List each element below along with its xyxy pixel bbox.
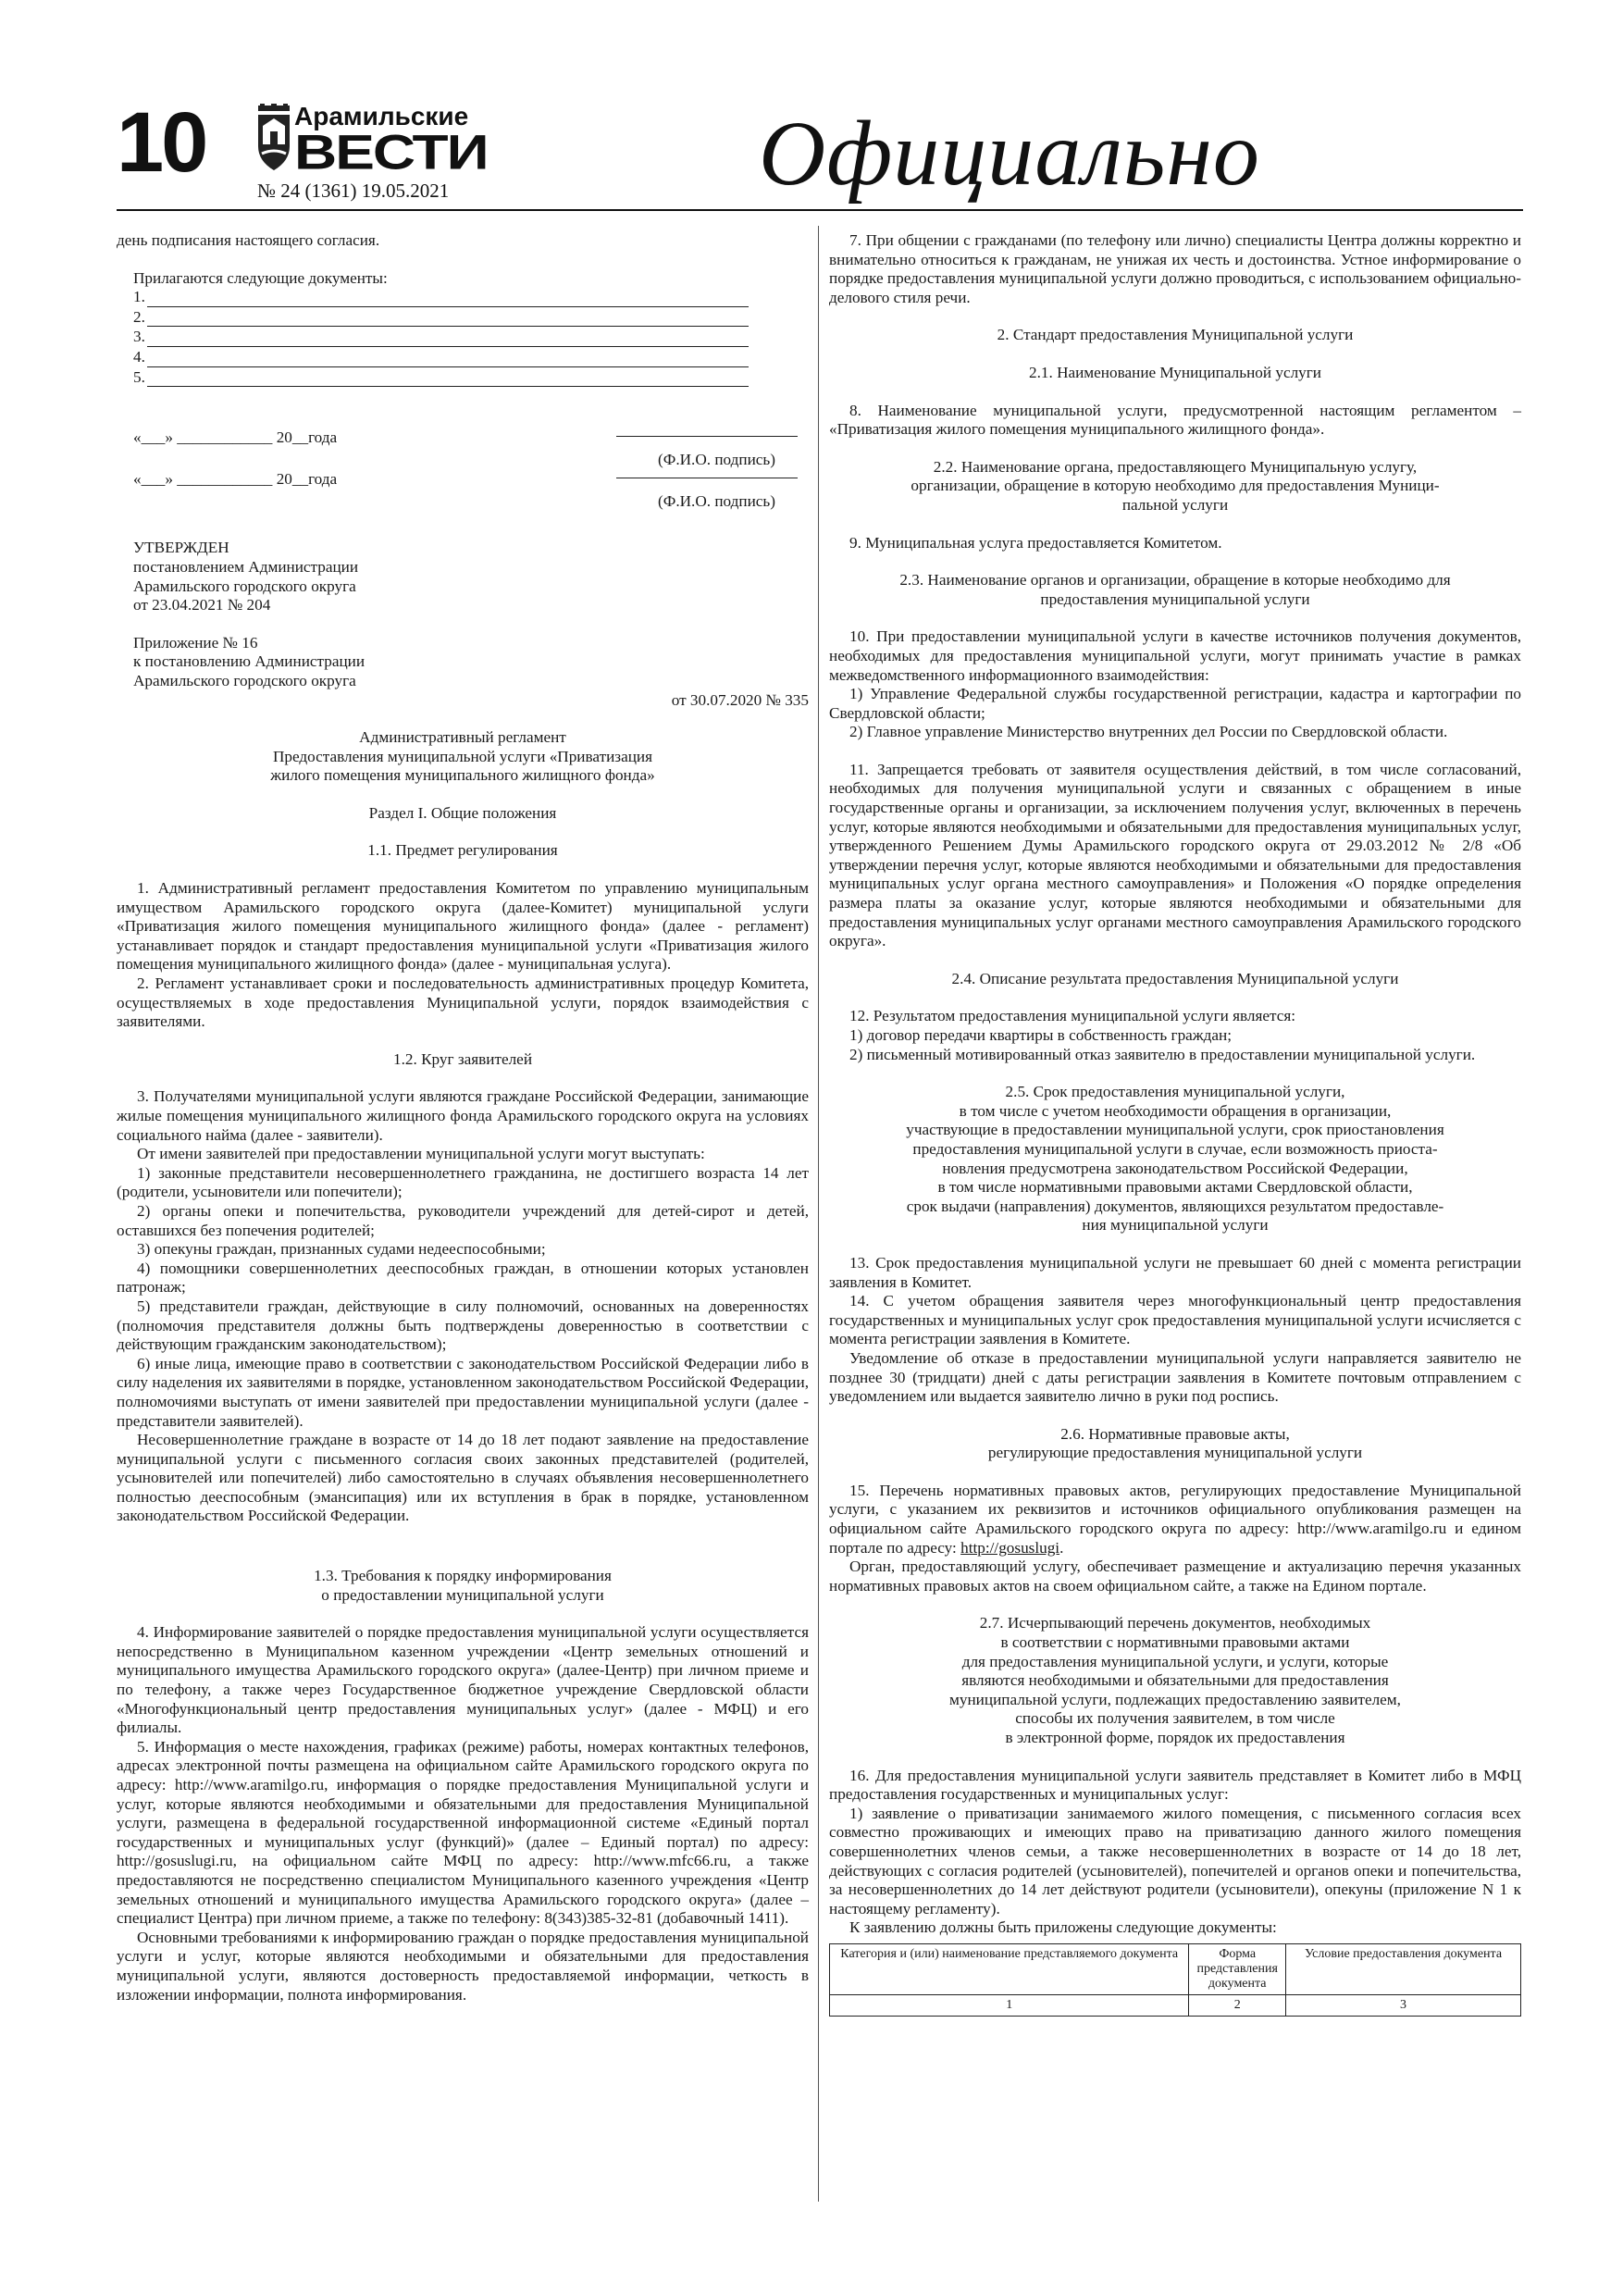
heading-1-1: 1.1. Предмет регулирования <box>367 841 558 860</box>
documents-table <box>829 1943 1521 2017</box>
heading-2-5-line-2: в том числе с учетом необходимости обращения в организации, <box>959 1101 1392 1120</box>
appendix-line-1: Приложение № 16 <box>133 633 258 652</box>
section-title: Официально <box>759 102 1260 205</box>
heading-2-5-line-3: участвующие в предоставлении муниципальной услуги, срок приостановления <box>906 1121 1444 1139</box>
paragraph-9: 9. Муниципальная услуга предоставляется Комитетом. <box>849 533 1222 552</box>
heading-2-3-line-1: 2.3. Наименование органов и организации, обращение в которые необходимо для <box>899 571 1451 590</box>
appendix-date: от 30.07.2020 № 335 <box>671 690 809 709</box>
signature-caption-1: (Ф.И.О. подпись) <box>658 451 775 469</box>
appendix-line-3: Арамильского городского округа <box>133 671 356 689</box>
issue-number: № 24 (1361) 19.05.2021 <box>257 180 450 202</box>
date-field-2[interactable]: «___» ____________ 20__года <box>133 469 338 488</box>
paragraph-16-1: 1) заявление о приватизации занимаемого жилого помещения, с письменного согласия всех совместно проживающих и имеющих право на приватизацию данного жилого помещения совершеннолетних членов семьи, а также несовершеннолетних в возрасте от 14 до 18 лет, действующих с согласия родителей (усыновителей), попечителей и органов опеки и попечительства, за несовершеннолетних до 14 лет действуют родители (усыновители), опекуны (приложение N 1 к настоящему регламенту). <box>829 1804 1521 1917</box>
section-1-heading: Раздел I. Общие положения <box>368 803 557 822</box>
logo-main-text: ВЕСТИ <box>294 124 488 180</box>
paragraph-13: 13. Срок предоставления муниципальной услуги не превышает 60 дней с момента регистрации заявления в Комитет. <box>829 1253 1521 1291</box>
paragraph-12-2: 2) письменный мотивированный отказ заявителю в предоставлении муниципальной услуги. <box>849 1045 1476 1063</box>
heading-2-6-line-1: 2.6. Нормативные правовые акты, <box>1060 1424 1290 1443</box>
paragraph-2: 2. Регламент устанавливает сроки и последовательность административных процедур Комитета, осуществляемых в ходе предоставления Муниципальной услуги, порядок взаимодействия с заявителями. <box>117 974 809 1031</box>
heading-2-7-line-4: являются необходимыми и обязательными для предоставления <box>961 1671 1389 1690</box>
heading-2-7-line-3: для предоставления муниципальной услуги, и услуги, которые <box>961 1652 1389 1670</box>
signature-row-1 <box>133 428 809 451</box>
right-column <box>829 231 1521 2017</box>
page-number: 10 <box>117 95 206 190</box>
attached-line-2[interactable]: 2. <box>133 308 809 328</box>
heading-2-7-line-1: 2.7. Исчерпывающий перечень документов, необходимых <box>979 1614 1371 1632</box>
consent-end: день подписания настоящего согласия. <box>117 231 380 249</box>
attached-line-5[interactable]: 5. <box>133 368 809 388</box>
paragraph-10: 10. При предоставлении муниципальной услуги в качестве источников получения документов, необходимых для предоставления муниципальной услуги, могут принимать участие в рамках межведомственного информационного взаимодействия: <box>829 627 1521 684</box>
attached-line-4[interactable]: 4. <box>133 348 809 367</box>
table-header-row <box>830 1943 1521 1994</box>
heading-2-5-line-7: срок выдачи (направления) документов, являющихся результатом предоставле- <box>906 1197 1444 1215</box>
paragraph-3-6: 6) иные лица, имеющие право в соответствии с законодательством Российской Федерации либо в силу наделения их заявителями в порядке, установленном законодательством Российской Федерации, полномочиями выступать от имени заявителей при предоставлении муниципальной услуги (далее - представители заявителей). <box>117 1354 809 1430</box>
heading-1-3-line-1: 1.3. Требования к порядку информирования <box>314 1567 612 1585</box>
heading-2-2-line-2: организации, обращение в которую необходимо для предоставления Муници- <box>911 477 1440 495</box>
gosuslugi-link[interactable]: http://gosuslugi <box>960 1538 1060 1557</box>
masthead <box>0 0 1623 222</box>
logo-top-text: Арамильские <box>294 102 469 130</box>
paragraph-14a: Уведомление об отказе в предоставлении муниципальной услуги направляется заявителю не позднее 30 (тридцати) дней с даты регистрации заявления в Комитете почтовым отправлением с уведомлением или выдается заявителю лично в руки под роспись. <box>829 1348 1521 1406</box>
table-header-condition: Условие предоставления документа <box>1286 1943 1521 1994</box>
attached-title: Прилагаются следующие документы: <box>133 268 388 287</box>
left-column <box>117 231 809 2004</box>
paragraph-3-3: 3) опекуны граждан, признанных судами недееспособными; <box>137 1240 546 1259</box>
heading-2: 2. Стандарт предоставления Муниципальной услуги <box>997 326 1354 344</box>
heading-2-2-line-1: 2.2. Наименование органа, предоставляющего Муниципальную услугу, <box>933 457 1418 476</box>
heading-2-6-line-2: регулирующие предоставления муниципальной услуги <box>987 1444 1363 1462</box>
attached-line-1[interactable]: 1. <box>133 288 809 307</box>
heading-2-7-line-5: муниципальной услуги, подлежащих предоставлению заявителем, <box>949 1690 1401 1708</box>
paragraph-16a: К заявлению должны быть приложены следующие документы: <box>849 1918 1277 1937</box>
approved-line-1: УТВЕРЖДЕН <box>133 539 229 557</box>
signature-line-1[interactable] <box>616 436 798 437</box>
paragraph-6: Основными требованиями к информированию граждан о порядке предоставления муниципальной услуги и услуг, которые являются необходимыми и обязательными для предоставления муниципальной услуги, являются достоверность предоставляемой информации, четкость в изложении информации, полнота информирования. <box>117 1928 809 2004</box>
heading-2-2-line-3: пальной услуги <box>1121 495 1229 514</box>
heading-2-3-line-2: предоставления муниципальной услуги <box>1040 590 1310 608</box>
paragraph-1: 1. Административный регламент предоставления Комитетом по управлению муниципальным имуществом Арамильского городского округа (далее-Комитет) муниципальной услуги «Приватизация жилого помещения муниципального жилищного фонда» (далее - регламент) устанавливает порядок и стандарт предоставления муниципальной услуги «Приватизация жилого помещения муниципального жилищного фонда» (далее - муниципальная услуга). <box>117 879 809 974</box>
paragraph-15a: Орган, предоставляющий услугу, обеспечивает размещение и актуализацию перечня указанных нормативных правовых актов на своем официальном сайте, а также на Едином портале. <box>829 1558 1521 1595</box>
paragraph-11: 11. Запрещается требовать от заявителя осуществления действий, в том числе согласований, необходимых для получения муниципальной услуги и связанных с обращением в иные государственные органы и организации, за исключением получения услуг, включенных в перечень услуг, которые являются необходимыми и обязательными для предоставления муниципальных услуг, утвержденного Решением Думы Арамильского городского округа от 29.03.2012 № 2/8 «Об утверждении перечня услуг, которые являются необходимыми и обязательными для предоставления муниципальных услуг органа местного самоуправления» и Положения «О порядке определения размера платы за оказание услуг, которые являются необходимыми и обязательными для предоставления муниципальных услуг органами местного самоуправления Арамильского городского округа». <box>829 760 1521 950</box>
attached-line-3[interactable]: 3. <box>133 328 809 347</box>
paragraph-3-2: 2) органы опеки и попечительства, руководители учреждений для детей-сирот и детей, оставшихся без попечения родителей; <box>117 1201 809 1239</box>
approved-line-2: постановлением Администрации <box>133 557 359 576</box>
paragraph-3a: От имени заявителей при предоставлении муниципальной услуги могут выступать: <box>137 1145 705 1163</box>
approved-line-3: Арамильского городского округа <box>133 577 356 595</box>
paragraph-5: 5. Информация о месте нахождения, графиках (режиме) работы, номерах контактных телефонов, адресах электронной почты размещена на официальном сайте Арамильского городского округа по адресу: http://www.aramilgo.ru, информация о порядке предоставления Муниципальной услуги и услуг, которые являются необходимыми и обязательными для предоставления Муниципальной услуги, размещена в федеральной государственной информационной системе «Единый портал государственных и муниципальных услуг (функций)» (далее – Единый портал) по адресу: http://gosuslugi.ru, на официальном сайте МФЦ по адресу: http://www.mfc66.ru, а также предоставляются не посредственно специалистом Муниципального казенного учреждения «Центр земельных отношений и муниципального имущества Арамильского городского округа» (далее – специалист Центра) при личном приеме, а также по телефону: 8(343)385-32-81 (добавочный 1411). <box>117 1737 809 1928</box>
heading-1-2: 1.2. Круг заявителей <box>392 1049 533 1068</box>
paragraph-10-1: 1) Управление Федеральной службы государственной регистрации, кадастра и картографии по Свердловской области; <box>829 685 1521 722</box>
header-rule <box>117 209 1523 211</box>
table-header-category: Категория и (или) наименование представляемого документа <box>830 1943 1189 1994</box>
heading-2-7-line-7: в электронной форме, порядок их предоставления <box>1005 1729 1345 1746</box>
heading-2-7-line-2: в соответствии с нормативными правовыми актами <box>1000 1633 1350 1652</box>
heading-2-1: 2.1. Наименование Муниципальной услуги <box>1028 363 1321 381</box>
table-cell: 3 <box>1286 1994 1521 2016</box>
approved-line-4: от 23.04.2021 № 204 <box>133 596 271 614</box>
paragraph-4: 4. Информирование заявителей о порядке предоставления муниципальной услуги осуществляется непосредственно в Муниципальном казенном учреждении «Центр земельных отношений и муниципального имущества Арамильского городского округа» (далее-Центр) при личном приеме и по телефону, а также через Государственное бюджетное учреждение Свердловской области «Многофункциональный центр предоставления муниципальных услуг» (далее - МФЦ) и его филиалы. <box>117 1623 809 1737</box>
heading-2-7-line-6: способы их получения заявителем, в том числе <box>1015 1709 1335 1728</box>
doc-title-3: жилого помещения муниципального жилищного фонда» <box>270 766 655 785</box>
heading-2-5-line-6: в том числе нормативными правовыми актами Свердловской области, <box>937 1178 1413 1197</box>
heading-2-5-line-8: ния муниципальной услуги <box>1082 1216 1269 1235</box>
paragraph-3-1: 1) законные представители несовершеннолетнего гражданина, не достигшего возраста 14 лет (родители, усыновители или попечители); <box>117 1163 809 1201</box>
paragraph-12: 12. Результатом предоставления муниципальной услуги является: <box>849 1007 1296 1025</box>
appendix-line-2: к постановлению Администрации <box>133 652 365 671</box>
signature-row-2 <box>133 470 809 492</box>
doc-title-1: Административный регламент <box>359 728 566 747</box>
coat-of-arms-icon <box>255 104 292 172</box>
paragraph-3-5: 5) представители граждан, действующие в силу полномочий, основанных на доверенностях (полномочия представителя должны быть подтверждены доверенностью в соответствии с действующим гражданским законодательством); <box>117 1297 809 1354</box>
heading-2-5-line-5: новления предусмотрена законодательством Российской Федерации, <box>942 1159 1408 1177</box>
paragraph-8: 8. Наименование муниципальной услуги, предусмотренной настоящим регламентом – «Приватизация жилого помещения муниципального жилищного фонда». <box>829 401 1521 439</box>
table-cell: 1 <box>830 1994 1189 2016</box>
paragraph-3-7: Несовершеннолетние граждане в возрасте от 14 до 18 лет подают заявление на предоставление муниципальной услуги с письменного согласия своих законных представителей (родителей, усыновителей или попечителей) либо самостоятельно в случаях объявления несовершеннолетнего полностью дееспособным (эмансипация) или их вступления в брак в порядке, установленном законодательством Российской Федерации. <box>117 1431 809 1525</box>
paragraph-3-4: 4) помощники совершеннолетних дееспособных граждан, в отношении которых установлен патронаж; <box>117 1259 809 1297</box>
paragraph-10-2: 2) Главное управление Министерство внутренних дел России по Свердловской области. <box>849 723 1448 741</box>
table-header-form: Форма представления документа <box>1189 1943 1286 1994</box>
signature-caption-2: (Ф.И.О. подпись) <box>658 491 775 510</box>
heading-1-3-line-2: о предоставлении муниципальной услуги <box>321 1585 604 1604</box>
column-divider <box>818 226 819 2202</box>
paragraph-14: 14. С учетом обращения заявителя через многофункциональный центр предоставления государственных и муниципальных услуг срок предоставления муниципальной услуги исчисляется с момента регистрации заявления в Комитете. <box>829 1292 1521 1348</box>
paragraph-15: 15. Перечень нормативных правовых актов, регулирующих предоставление Муниципальной услуги, с указанием их реквизитов и источников официального опубликования размещен на официальном сайте Арамильского городского округа по адресу: http://www.aramilgo.ru и едином портале по адресу: http://gosuslugi. <box>829 1481 1521 1557</box>
table-cell: 2 <box>1189 1994 1286 2016</box>
date-field-1[interactable]: «___» ____________ 20__года <box>133 428 338 447</box>
paragraph-7: 7. При общении с гражданами (по телефону или лично) специалисты Центра должны корректно и внимательно относиться к гражданам, не унижая их честь и достоинства. Устное информирование о порядке предоставления муниципальной услуги должно проводиться, с использованием официально-делового стиля речи. <box>829 231 1521 306</box>
paragraph-16: 16. Для предоставления муниципальной услуги заявитель представляет в Комитет либо в МФЦ предоставления государственных и муниципальных услуг: <box>829 1766 1521 1804</box>
table-row <box>830 1994 1521 2016</box>
heading-2-4: 2.4. Описание результата предоставления Муниципальной услуги <box>951 969 1399 987</box>
paragraph-3: 3. Получателями муниципальной услуги являются граждане Российской Федерации, занимающие жилые помещения муниципального жилищного фонда Арамильского городского округа на условиях социального найма (далее - заявители). <box>117 1087 809 1144</box>
paragraph-12-1: 1) договор передачи квартиры в собственность граждан; <box>849 1026 1233 1044</box>
heading-2-5-line-1: 2.5. Срок предоставления муниципальной услуги, <box>1005 1083 1345 1101</box>
doc-title-2: Предоставления муниципальной услуги «Приватизация <box>272 747 653 765</box>
heading-2-5-line-4: предоставления муниципальной услуги в случае, если возможность приоста- <box>912 1139 1438 1158</box>
